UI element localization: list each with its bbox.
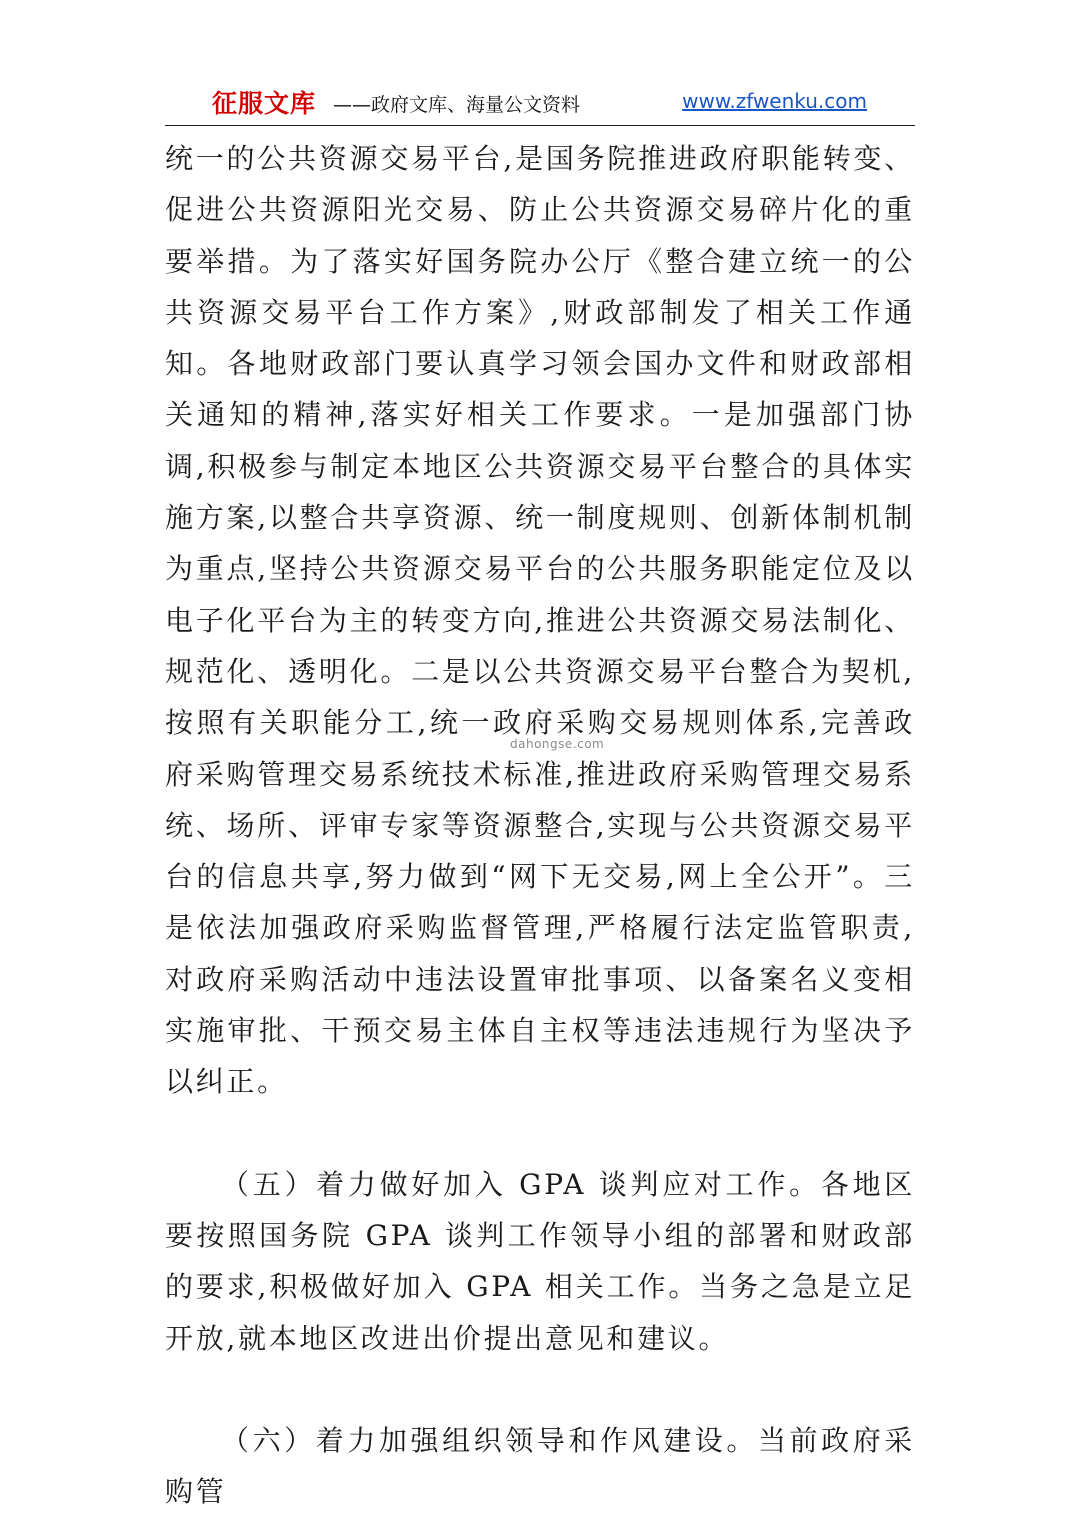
paragraph-platform-integration: 统一的公共资源交易平台,是国务院推进政府职能转变、促进公共资源阳光交易、防止公共资源交易碎片化的重要举措。为了落实好国务院办公厅《整合建立统一的公共资源交易平台工作方案》,财政部制发了相关工作通知。各地财政部门要认真学习领会国办文件和财政部相关通知的精神,落实好相关工作要求。一是加强部门协调,积极参与制定本地区公共资源交易平台整合的具体实施方案,以整合共享资源、统一制度规则、创新体制机制为重点,坚持公共资源交易平台的公共服务职能定位及以电子化平台为主的转变方向,推进公共资源交易法制化、规范化、透明化。二是以公共资源交易平台整合为契机,按照有关职能分工,统一政府采购交易规则体系,完善政府采购管理交易系统技术标准,推进政府采购管理交易系统、场所、评审专家等资源整合,实现与公共资源交易平台的信息共享,努力做到“网下无交易,网上全公开”。三是依法加强政府采购监督管理,严格履行法定监管职责,对政府采购活动中违法设置审批事项、以备案名义变相实施审批、干预交易主体自主权等违法违规行为坚决予以纠正。	[165, 142, 915, 1099]
paragraph-gap	[165, 1108, 915, 1159]
watermark-text: dahongse.com	[510, 737, 605, 751]
document-header	[165, 82, 915, 126]
brand-logo: 征服文库	[212, 89, 317, 118]
paragraph-organization-leadership: （六）着力加强组织领导和作风建设。当前政府采购管	[165, 1423, 915, 1509]
paragraph-gpa-negotiation: （五）着力做好加入 GPA 谈判应对工作。各地区要按照国务院 GPA 谈判工作领导小组的部署和财政部的要求,积极做好加入 GPA 相关工作。当务之急是立足开放,就本地区改进出价提出意见和建议。	[165, 1167, 915, 1355]
paragraph-gap	[165, 1364, 915, 1415]
header-divider	[165, 125, 915, 126]
document-body	[165, 133, 915, 1517]
header-tagline: ——政府文库、海量公文资料	[333, 94, 581, 116]
site-url-link[interactable]: www.zfwenku.com	[682, 89, 867, 113]
